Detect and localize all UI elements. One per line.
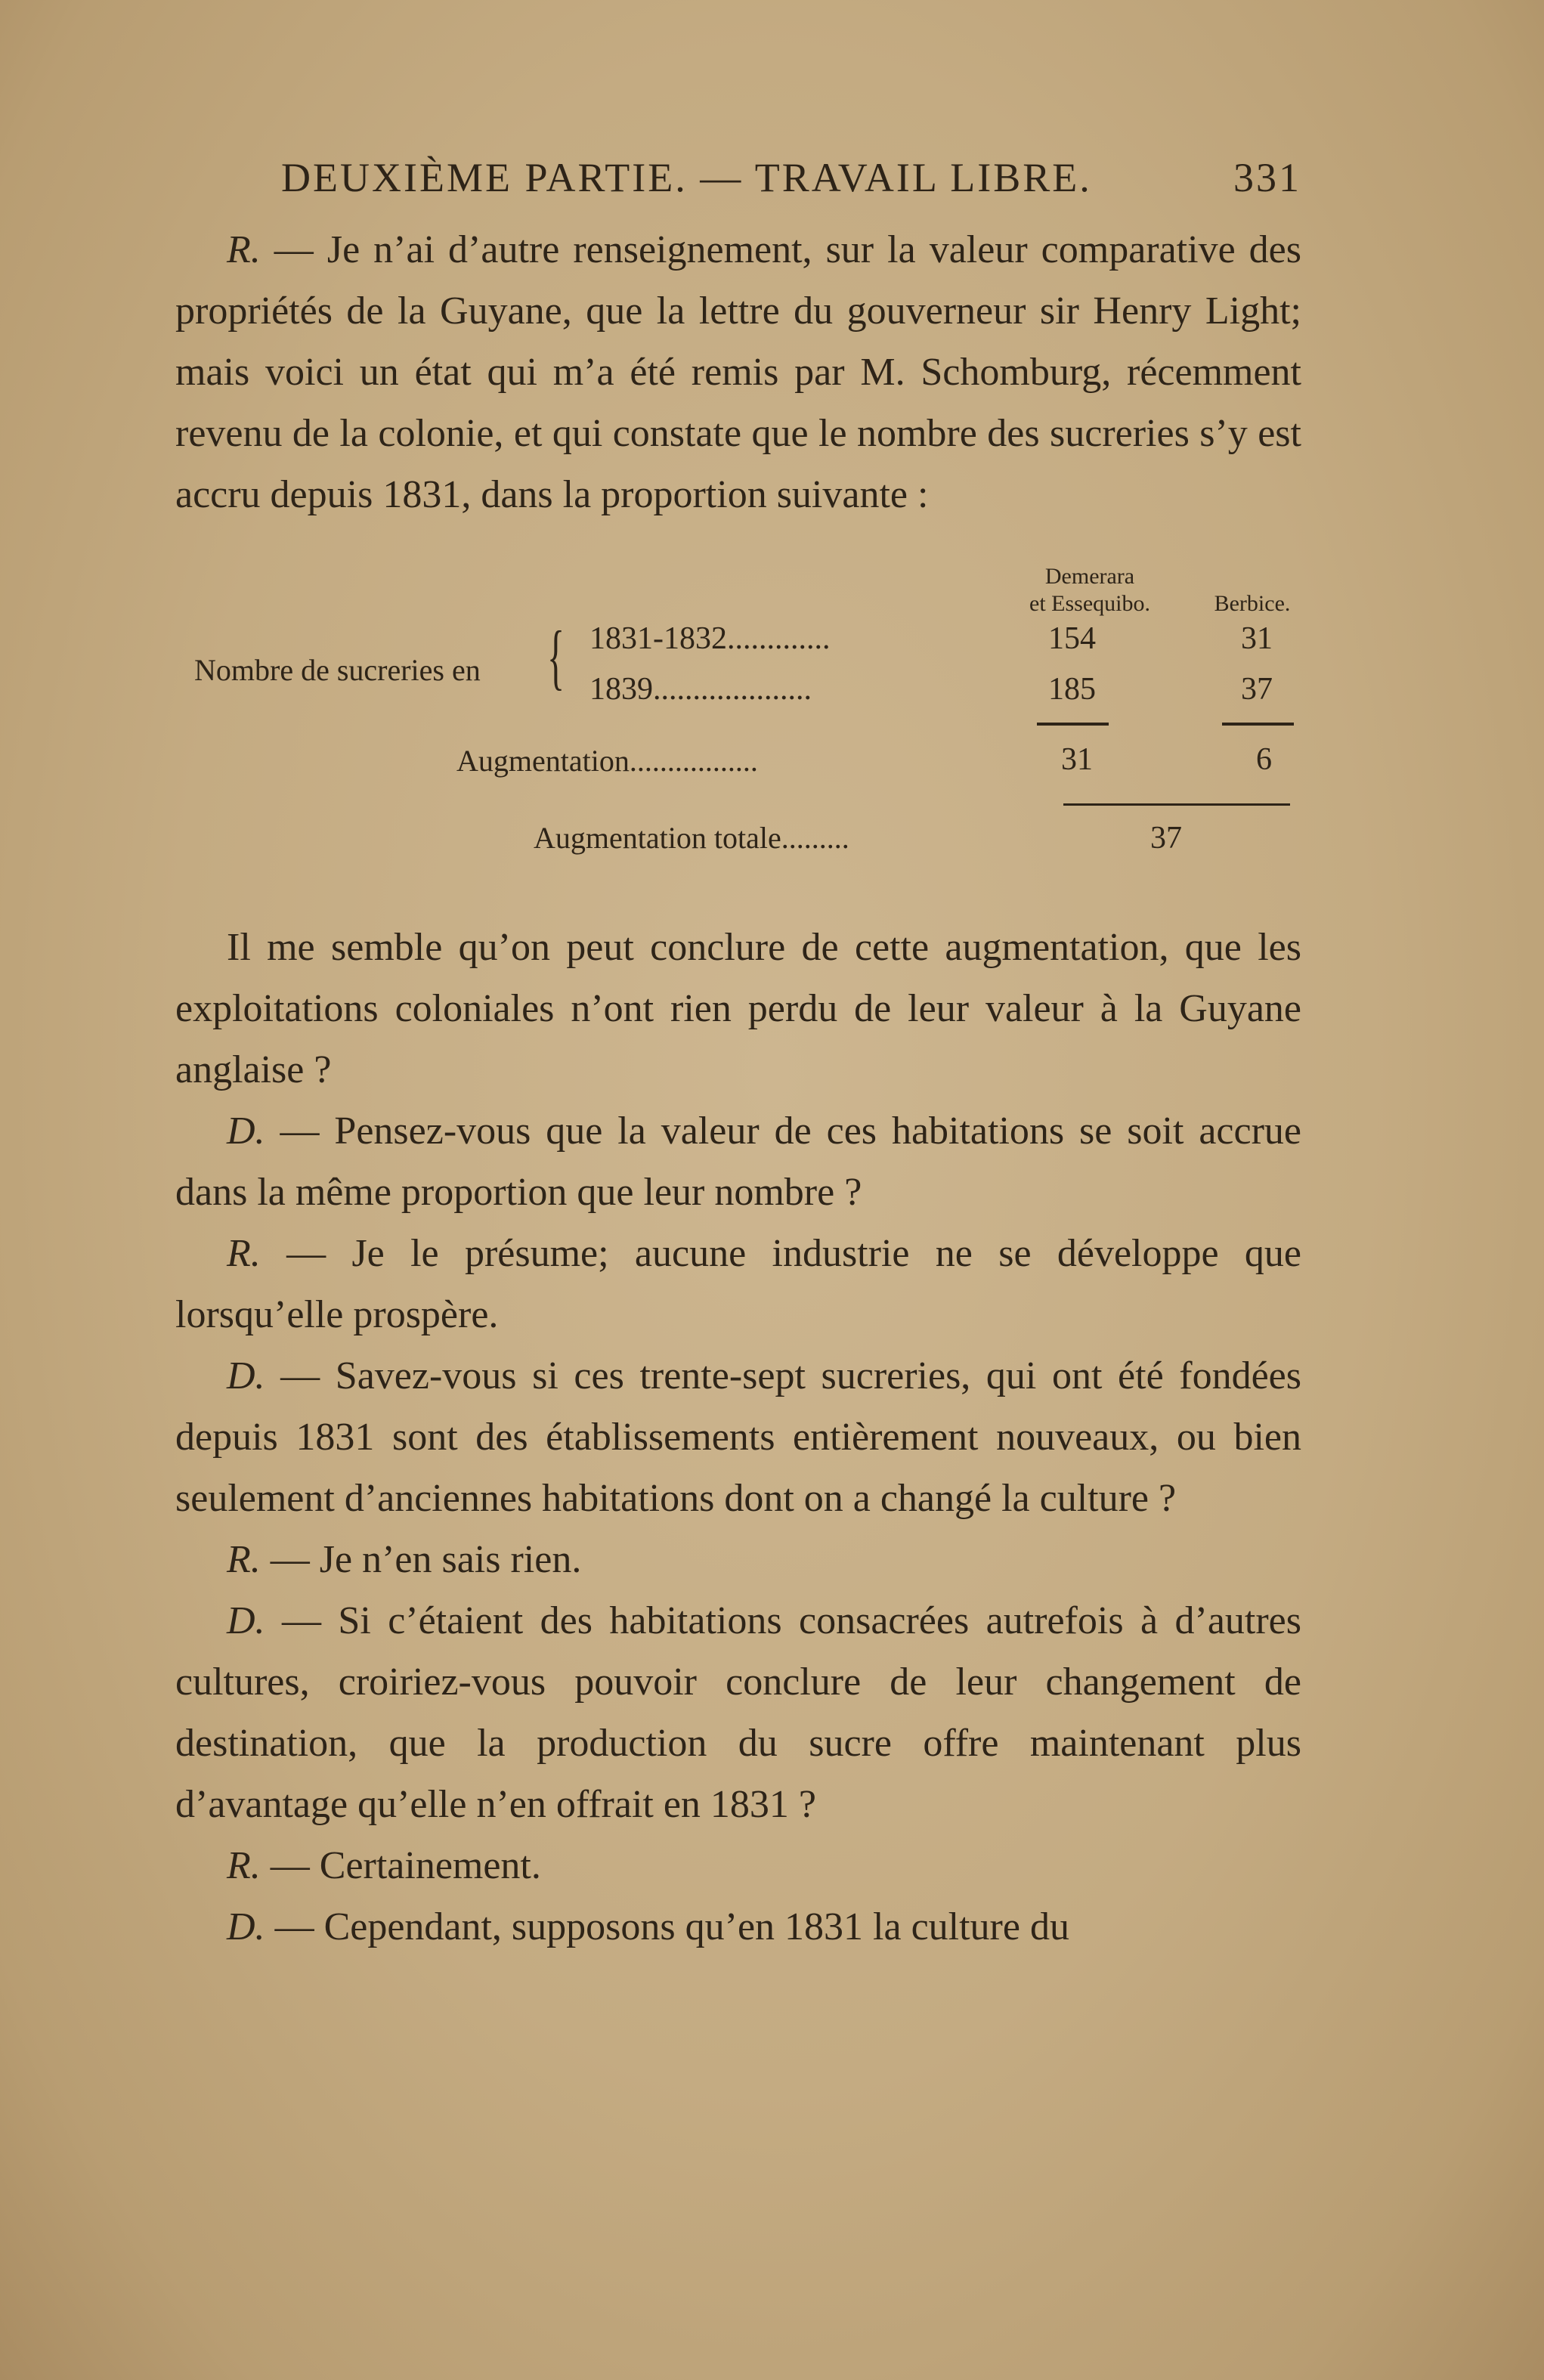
row1-berbice: 31 [1241, 621, 1273, 656]
augmentation-demerara: 31 [1061, 742, 1093, 777]
running-header [281, 154, 1301, 201]
header-title: DEUXIÈME PARTIE. — TRAVAIL LIBRE. [281, 155, 1092, 200]
brace-icon: { [547, 616, 565, 697]
speaker-label: R. [227, 1232, 261, 1275]
paragraph-2 [175, 917, 1301, 1100]
paragraph-text: — Si c’étaient des habitations consacrées autrefois à d’autres cultures, croiriez-vous pouvoir conclure de leur changement de destination, que la production du sucre offre maintenant plus d’avantage qu’elle n’en offrait en 1831 ? [175, 1599, 1301, 1826]
row1-label: 1831-1832............. [589, 621, 831, 656]
paragraph-question-2 [175, 1345, 1301, 1529]
augmentation-label: Augmentation................. [456, 744, 758, 778]
total-rule [1063, 803, 1290, 806]
paragraph-response-3 [175, 1529, 1301, 1590]
paragraph-response-2 [175, 1223, 1301, 1345]
paragraph-question-4 [175, 1896, 1301, 1958]
augmentation-berbice: 6 [1256, 742, 1272, 777]
speaker-label: D. [227, 1110, 265, 1153]
row2-demerara: 185 [1048, 672, 1096, 707]
total-value: 37 [1150, 821, 1182, 856]
paragraph-text: — Certainement. [260, 1844, 541, 1887]
speaker-label: D. [227, 1354, 265, 1397]
paragraph-text: — Je le présume; aucune industrie ne se développe que lorsqu’elle prospère. [175, 1232, 1301, 1336]
speaker-label: R. [227, 228, 261, 271]
row2-berbice: 37 [1241, 672, 1273, 707]
paragraph-text: — Je n’en sais rien. [260, 1538, 582, 1581]
paragraph-text: — Pensez-vous que la valeur de ces habitations se soit accrue dans la même proportion que leur nombre ? [175, 1110, 1301, 1214]
sugar-mills-table [175, 539, 1301, 917]
page-number: 331 [1233, 155, 1301, 200]
speaker-label: D. [227, 1905, 265, 1948]
sum-rule-berbice [1222, 723, 1294, 726]
col-header-demerara: Demerara et Essequibo. [1029, 564, 1150, 616]
paragraph-text: — Cependant, supposons qu’en 1831 la culture du [265, 1905, 1069, 1948]
speaker-label: R. [227, 1844, 261, 1887]
speaker-label: D. [227, 1599, 265, 1642]
paragraph-text: — Savez-vous si ces trente-sept sucreries, qui ont été fondées depuis 1831 sont des établissements entièrement nouveaux, ou bien seulement d’anciennes habitations dont on a changé la culture ? [175, 1354, 1301, 1520]
page-body [175, 219, 1301, 1958]
row1-demerara: 154 [1048, 621, 1096, 656]
paragraph-text: — Je n’ai d’autre renseignement, sur la valeur comparative des propriétés de la Guyane, que la lettre du gouverneur sir Henry Light; mais voici un état qui m’a été remis par M. Schomburg, récemment revenu de la colonie, et qui constate que le nombre des sucreries s’y est accru depuis 1831, dans la proportion suivante : [175, 228, 1301, 516]
row-group-label: Nombre de sucreries en [194, 653, 481, 687]
paragraph-response-1 [175, 219, 1301, 525]
speaker-label: R. [227, 1538, 261, 1581]
row2-label: 1839.................... [589, 672, 812, 707]
paragraph-question-3 [175, 1590, 1301, 1835]
total-label: Augmentation totale......... [534, 821, 849, 855]
paragraph-response-4 [175, 1835, 1301, 1896]
paragraph-text: Il me semble qu’on peut conclure de cette augmentation, que les exploitations coloniales n’ont rien perdu de leur valeur à la Guyane anglaise ? [175, 926, 1301, 1091]
paragraph-question-1 [175, 1100, 1301, 1223]
col-header-berbice: Berbice. [1214, 591, 1291, 616]
sum-rule-demerara [1037, 723, 1109, 726]
